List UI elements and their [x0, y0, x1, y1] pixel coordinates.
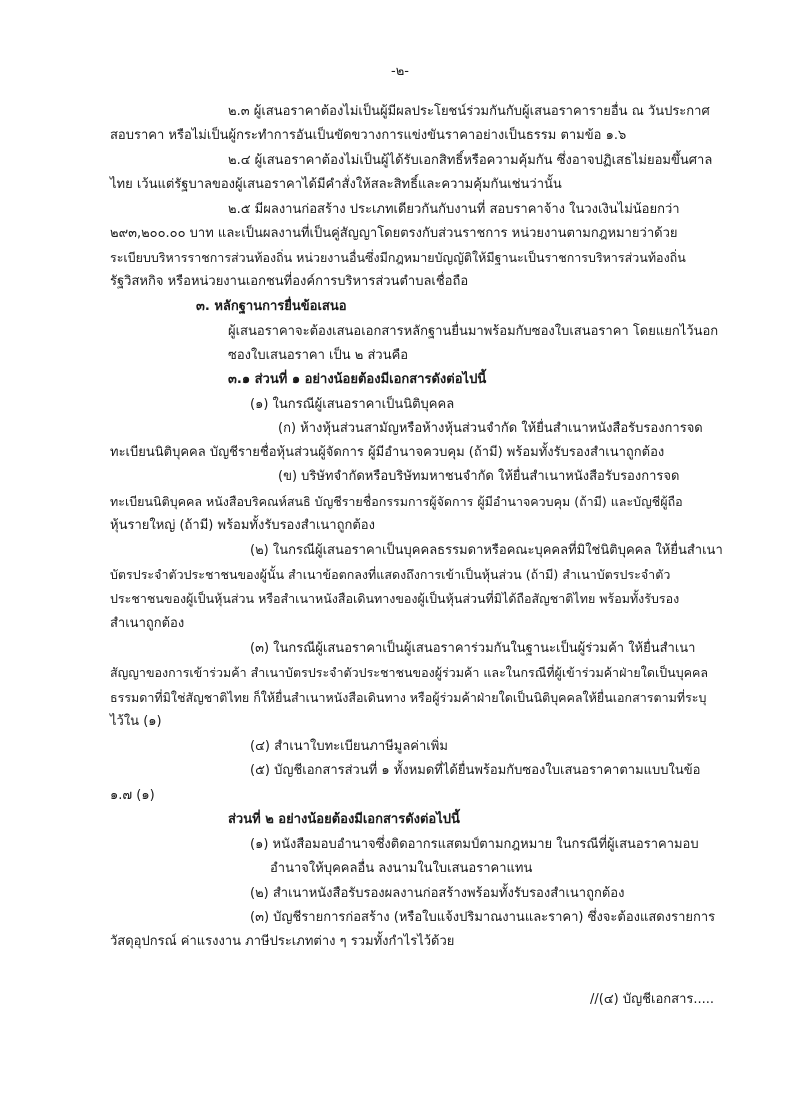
line-2-4-cont: ไทย เว้นแต่รัฐบาลของผู้เสนอราคาได้มีคำสั่งให้สละสิทธิ์และความคุ้มกันเช่นว่านั้น	[110, 177, 562, 192]
line-2-3: ๒.๓ ผู้เสนอราคาต้องไม่เป็นผู้มีผลประโยชน์ร่วมกันกับผู้เสนอราคารายอื่น ณ วันประกาศ	[228, 104, 710, 119]
part-2-heading: ส่วนที่ ๒ อย่างน้อยต้องมีเอกสารดังต่อไปนี้	[228, 812, 460, 827]
part-1-heading: ๓.๑ ส่วนที่ ๑ อย่างน้อยต้องมีเอกสารดังต่อไปนี้	[228, 372, 487, 387]
footer-continuation-note: //(๔) บัญชีเอกสาร.....	[590, 992, 715, 1007]
line-2-5-cont-1: ๒๙๓,๒๐๐.๐๐ บาท และเป็นผลงานที่เป็นคู่สัญญาโดยตรงกับส่วนราชการ หน่วยงานตามกฎหมายว่าด้วย	[110, 226, 678, 241]
item-5: (๕) บัญชีเอกสารส่วนที่ ๑ ทั้งหมดที่ได้ยื่นพร้อมกับซองใบเสนอราคาตามแบบในข้อ	[250, 763, 701, 778]
part-2-item-3: (๓) บัญชีรายการก่อสร้าง (หรือใบแจ้งปริมาณงานและราคา) ซึ่งจะต้องแสดงรายการ	[250, 910, 716, 925]
item-2: (๒) ในกรณีผู้เสนอราคาเป็นบุคคลธรรมดาหรือคณะบุคคลที่มิใช่นิติบุคคล ให้ยื่นสำเนา	[250, 543, 723, 558]
line-2-5-cont-2: ระเบียบบริหารราชการส่วนท้องถิ่น หน่วยงานอื่นซึ่งมีกฎหมายบัญญัติให้มีฐานะเป็นราชการบริหารส่วนท้องถิ่น	[110, 250, 686, 265]
part-2-item-1-cont: อำนาจให้บุคคลอื่น ลงนามในใบเสนอราคาแทน	[270, 861, 533, 876]
item-3-cont-2: ธรรมดาที่มิใช่สัญชาติไทย ก็ให้ยื่นสำเนาหนังสือเดินทาง หรือผู้ร่วมค้าฝ่ายใดเป็นนิติบุคคลให้ยื่นเอกสารตามที่ระบุ	[110, 690, 707, 705]
item-3-cont-3: ไว้ใน (๑)	[110, 714, 162, 729]
part-2-item-2: (๒) สำเนาหนังสือรับรองผลงานก่อสร้างพร้อมทั้งรับรองสำเนาถูกต้อง	[250, 886, 625, 901]
item-1-a-cont: ทะเบียนนิติบุคคล บัญชีรายชื่อหุ้นส่วนผู้จัดการ ผู้มีอำนาจควบคุม (ถ้ามี) พร้อมทั้งรับรองสำเนาถูกต้อง	[110, 445, 665, 460]
section-3-intro: ผู้เสนอราคาจะต้องเสนอเอกสารหลักฐานยื่นมาพร้อมกับซองใบเสนอราคา โดยแยกไว้นอก	[228, 324, 719, 339]
item-1-b-cont-2: หุ้นรายใหญ่ (ถ้ามี) พร้อมทั้งรับรองสำเนาถูกต้อง	[110, 518, 375, 533]
item-2-cont-1: บัตรประจำตัวประชาชนของผู้นั้น สำเนาข้อตกลงที่แสดงถึงการเข้าเป็นหุ้นส่วน (ถ้ามี) สำเนาบัตรประจำตัว	[110, 567, 671, 582]
item-2-cont-3: สำเนาถูกต้อง	[110, 616, 185, 631]
line-2-4: ๒.๔ ผู้เสนอราคาต้องไม่เป็นผู้ได้รับเอกสิทธิ์หรือความคุ้มกัน ซึ่งอาจปฏิเสธไม่ยอมขึ้นศาล	[228, 153, 713, 168]
part-2-item-1: (๑) หนังสือมอบอำนาจซึ่งติดอากรแสตมป์ตามกฎหมาย ในกรณีที่ผู้เสนอราคามอบ	[250, 837, 699, 852]
section-3-intro-cont: ซองใบเสนอราคา เป็น ๒ ส่วนคือ	[228, 348, 409, 363]
page-number: -๒-	[391, 64, 409, 79]
part-2-item-3-cont: วัสดุอุปกรณ์ ค่าแรงงาน ภาษีประเภทต่าง ๆ รวมทั้งกำไรไว้ด้วย	[110, 934, 455, 949]
item-1: (๑) ในกรณีผู้เสนอราคาเป็นนิติบุคคล	[250, 397, 455, 412]
line-2-3-cont: สอบราคา หรือไม่เป็นผู้กระทำการอันเป็นขัดขวางการแข่งขันราคาอย่างเป็นธรรม ตามข้อ ๑.๖	[110, 128, 627, 143]
item-2-cont-2: ประชาชนของผู้เป็นหุ้นส่วน หรือสำเนาหนังสือเดินทางของผู้เป็นหุ้นส่วนที่มิได้ถือสัญชาติไทย พร้อมทั้งรับรอง	[110, 591, 680, 606]
item-3-cont-1: สัญญาของการเข้าร่วมค้า สำเนาบัตรประจำตัวประชาชนของผู้ร่วมค้า และในกรณีที่ผู้เข้าร่วมค้าฝ่ายใดเป็นบุคคล	[110, 665, 709, 680]
item-4: (๔) สำเนาใบทะเบียนภาษีมูลค่าเพิ่ม	[250, 739, 448, 754]
item-1-b-cont-1: ทะเบียนนิติบุคคล หนังสือบริคณห์สนธิ บัญชีรายชื่อกรรมการผู้จัดการ ผู้มีอำนาจควบคุม (ถ้ามี) และบัญชีผู้ถือ	[110, 494, 683, 509]
item-3: (๓) ในกรณีผู้เสนอราคาเป็นผู้เสนอราคาร่วมกันในฐานะเป็นผู้ร่วมค้า ให้ยื่นสำเนา	[250, 641, 696, 656]
section-3-heading: ๓. หลักฐานการยื่นข้อเสนอ	[196, 299, 347, 314]
item-1-a: (ก) ห้างหุ้นส่วนสามัญหรือห้างหุ้นส่วนจำกัด ให้ยื่นสำเนาหนังสือรับรองการจด	[278, 421, 703, 436]
line-2-5-cont-3: รัฐวิสหกิจ หรือหน่วยงานเอกชนที่องค์การบริหารส่วนตำบลเชื่อถือ	[110, 274, 469, 289]
item-1-b: (ข) บริษัทจำกัดหรือบริษัทมหาชนจำกัด ให้ยื่นสำเนาหนังสือรับรองการจด	[278, 469, 680, 484]
line-2-5: ๒.๕ มีผลงานก่อสร้าง ประเภทเดียวกันกับงานที่ สอบราคาจ้าง ในวงเงินไม่น้อยกว่า	[228, 202, 680, 217]
item-5-cont: ๑.๗ (๑)	[110, 788, 155, 803]
